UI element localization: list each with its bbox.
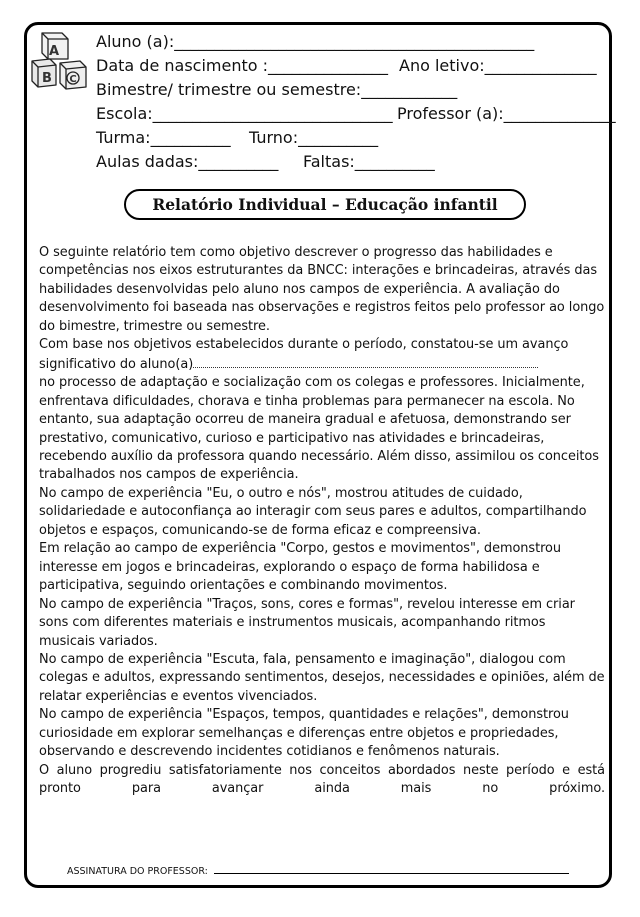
paragraph-progress-intro [39,336,605,374]
classes-given-field: Aulas dadas:__________ [96,152,279,171]
paragraph-conclusion: O aluno progrediu satisfatoriamente nos conceitos abordados neste período e está pronto para avançar ainda mais no próximo. [39,762,605,797]
paragraph-corpo-gestos: Em relação ao campo de experiência "Corpo, gestos e movimentos", demonstrou interesse em jogos e brincadeiras, explorando o espaço de forma habilidosa e participativa, seguindo orientações e combinando movimentos. [39,541,562,594]
paragraph-escuta-fala: No campo de experiência "Escuta, fala, pensamento e imaginação", dialogou com colegas e adultos, expressando sentimentos, desejos, necessidades e opiniões, além de relatar experiências e eventos vivenciados. [39,651,605,704]
svg-text:B: B [42,71,52,86]
paragraph-tracos-sons: No campo de experiência "Traços, sons, cores e formas", revelou interesse em criar sons com diferentes materiais e instrumentos musicais, acompanhando ritmos musicais variados. [39,596,575,649]
svg-text:A: A [48,44,60,59]
report-body [39,244,605,799]
absences-field: Faltas:__________ [303,152,435,171]
progress-intro-text: Com base nos objetivos estabelecidos durante o período, constatou-se um avanço significativo do aluno(a) [39,337,569,372]
signature-line [214,873,569,874]
shift-field: Turno:__________ [249,128,379,147]
school-year-field: Ano letivo:______________ [399,56,597,75]
birth-date-field: Data de nascimento :_______________ [96,56,389,75]
student-name-blank [193,355,538,368]
school-field: Escola:______________________________ [96,104,393,123]
class-field: Turma:__________ [96,128,231,147]
report-title: Relatório Individual – Educação infantil [152,195,498,214]
svg-text:C: C [69,74,77,85]
paragraph-intro: O seguinte relatório tem como objetivo descrever o progresso das habilidades e competências nos eixos estruturantes da BNCC: interações e brincadeiras, através das habilidades desenvolvidas pelo aluno nos campos de experiência. A avaliação do desenvolvimento foi baseada nas observações e registros feitos pelo professor ao longo do bimestre, trimestre ou semestre. [39,245,605,334]
paragraph-adaptation: no processo de adaptação e socialização com os colegas e professores. Inicialmente, enfrentava dificuldades, chorava e tinha problemas para permanecer na escola. No entanto, sua adaptação ocorreu de maneira gradual e afetuosa, demonstrando ser prestativo, comunicativo, curioso e participativo nas atividades e brincadeiras, recebendo auxílio da professora quando necessário. Além disso, assimilou os conceitos trabalhados nos campos de experiência. [39,375,599,483]
paragraph-espacos-tempos: No campo de experiência "Espaços, tempos, quantidades e relações", demonstrou curiosidade em explorar semelhanças e diferenças entre objetos e propriedades, observando e descrevendo incidentes cotidianos e fenômenos naturais. [39,707,569,760]
signature-row [67,866,569,877]
report-title-box [124,189,526,220]
toy-blocks-icon [28,29,92,93]
paragraph-eu-outro-nos: No campo de experiência "Eu, o outro e nós", mostrou atitudes de cuidado, solidariedade e autoconfiança ao interagir com seus pares e adultos, compartilhando objetos e espaços, comunicando-se de forma eficaz e compreensiva. [39,485,587,538]
teacher-field: Professor (a):______________ [397,104,616,123]
signature-label: ASSINATURA DO PROFESSOR: [67,866,208,877]
student-name-field: Aluno (a):_____________________________________________ [96,32,535,51]
period-field: Bimestre/ trimestre ou semestre:____________ [96,80,458,99]
